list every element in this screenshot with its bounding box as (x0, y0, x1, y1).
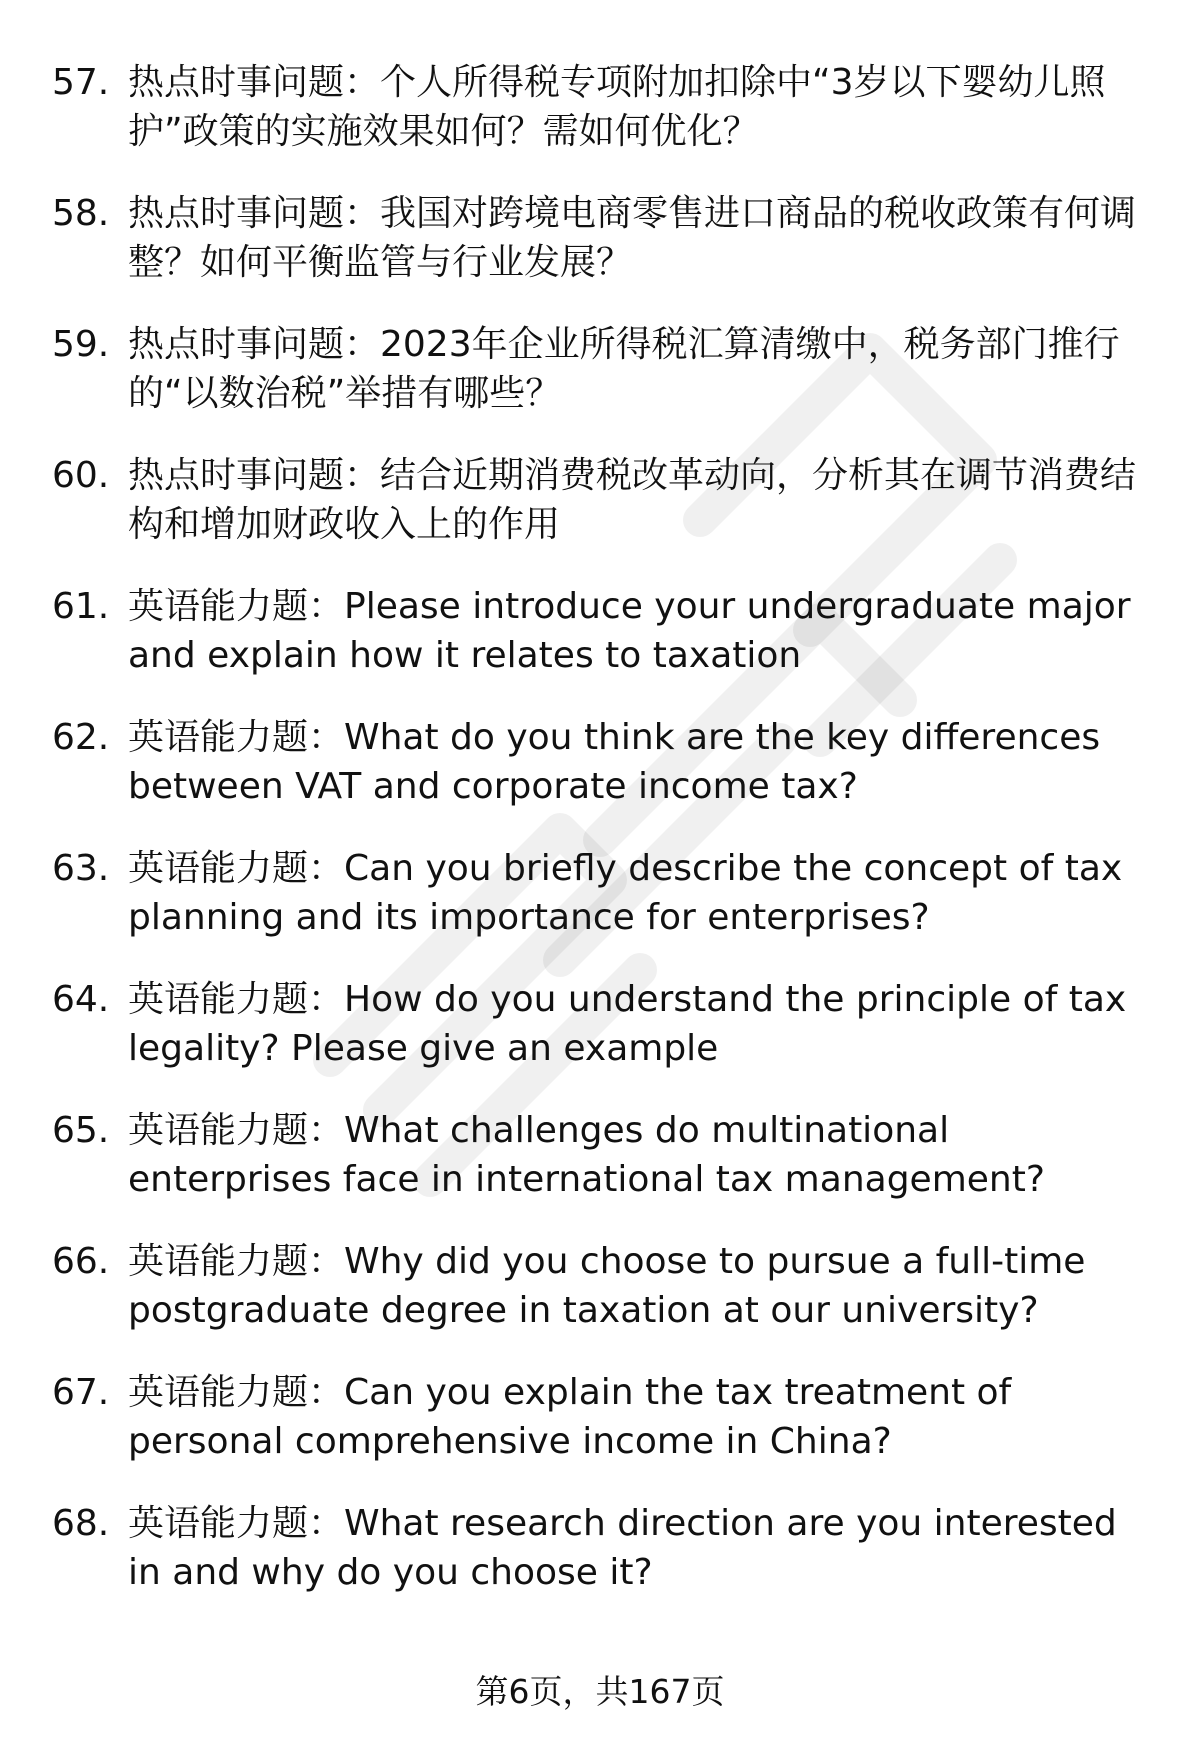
question-number: 63. (52, 848, 110, 889)
question-text: 英语能力题：What challenges do multinational enterprises face in international tax management? (128, 1110, 1045, 1200)
list-item (0, 844, 1200, 942)
question-text: 热点时事问题：我国对跨境电商零售进口商品的税收政策有何调整？如何平衡监管与行业发展？ (128, 193, 1137, 283)
page-footer: 第6页，共167页 (475, 1672, 725, 1711)
question-text: 热点时事问题：2023年企业所得税汇算清缴中，税务部门推行的“以数治税”举措有哪些？ (128, 324, 1120, 414)
question-number: 60. (52, 455, 110, 496)
list-item (0, 1237, 1200, 1335)
list-item (0, 975, 1200, 1073)
list-item (0, 58, 1200, 156)
list-item (0, 189, 1200, 287)
question-text: 英语能力题：Can you briefly describe the concept of tax planning and its importance for enterprises? (128, 848, 1123, 938)
list-item (0, 320, 1200, 418)
question-number: 65. (52, 1110, 110, 1151)
question-number: 59. (52, 324, 110, 365)
list-item (0, 1106, 1200, 1204)
question-number: 62. (52, 717, 110, 758)
question-number: 57. (52, 62, 110, 103)
list-item (0, 713, 1200, 811)
question-number: 58. (52, 193, 110, 234)
question-text: 英语能力题：How do you understand the principle of tax legality? Please give an example (128, 979, 1127, 1069)
question-text: 热点时事问题：结合近期消费税改革动向，分析其在调节消费结构和增加财政收入上的作用 (128, 455, 1137, 545)
question-number: 68. (52, 1503, 110, 1544)
list-item (0, 1499, 1200, 1597)
list-item (0, 1368, 1200, 1466)
question-text: 英语能力题：Please introduce your undergraduate major and explain how it relates to taxation (128, 586, 1131, 676)
question-text: 英语能力题：Can you explain the tax treatment of personal comprehensive income in China? (128, 1372, 1012, 1462)
question-number: 66. (52, 1241, 110, 1282)
list-item (0, 582, 1200, 680)
question-number: 64. (52, 979, 110, 1020)
question-text: 英语能力题：Why did you choose to pursue a full-time postgraduate degree in taxation at our university? (128, 1241, 1086, 1331)
question-number: 67. (52, 1372, 110, 1413)
question-number: 61. (52, 586, 110, 627)
question-text: 英语能力题：What research direction are you interested in and why do you choose it? (128, 1503, 1117, 1593)
question-list (0, 58, 1200, 1630)
question-text: 热点时事问题：个人所得税专项附加扣除中“3岁以下婴幼儿照护”政策的实施效果如何？需如何优化？ (128, 62, 1106, 152)
question-text: 英语能力题：What do you think are the key differences between VAT and corporate income tax? (128, 717, 1101, 807)
list-item (0, 451, 1200, 549)
